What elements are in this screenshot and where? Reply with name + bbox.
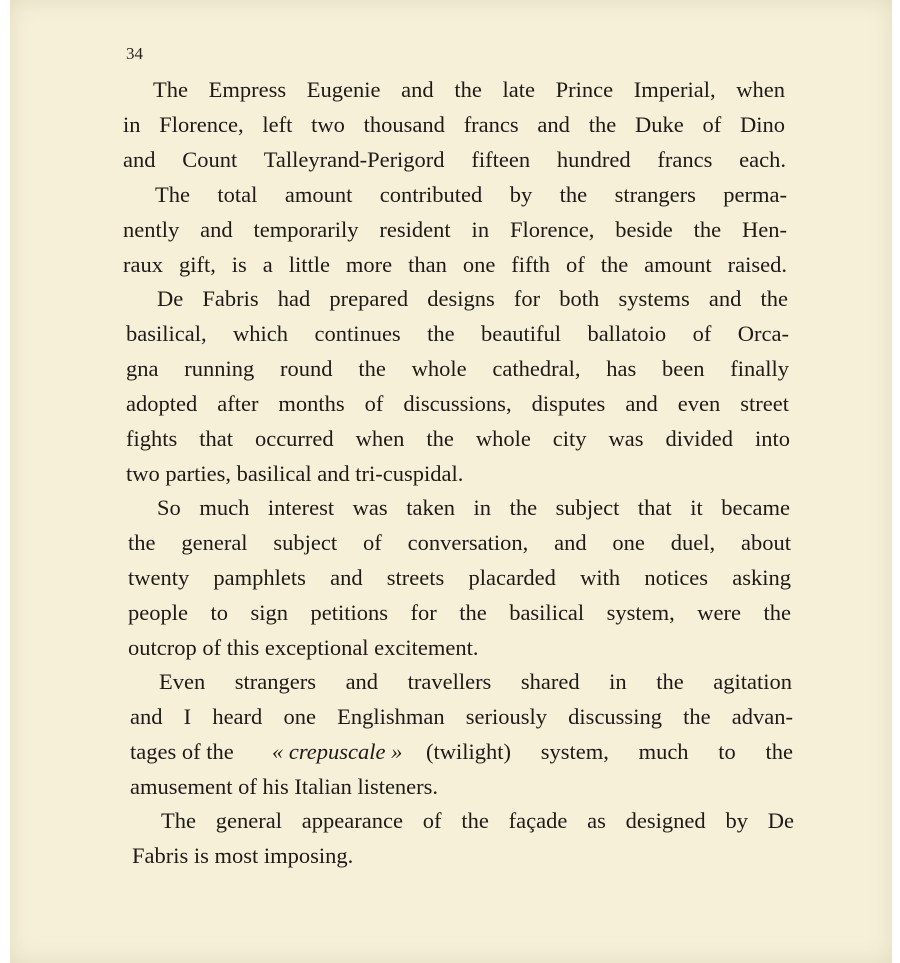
text-line: people to sign petitions for the basilical system, were the <box>128 600 791 625</box>
text-line: amusement of his Italian listeners. <box>130 774 439 799</box>
text-line: twenty pamphlets and streets placarded with notices asking <box>128 565 791 590</box>
text-line: De Fabris had prepared designs for both systems and the <box>157 286 788 311</box>
text-line: nently and temporarily resident in Florence, beside the Hen- <box>123 217 787 242</box>
text-line: raux gift, is a little more than one fifth of the amount raised. <box>123 252 787 277</box>
text-line: (twilight) system, much to the <box>426 739 793 764</box>
text-line: and I heard one Englishman seriously discussing the advan- <box>130 704 793 729</box>
page-number: 34 <box>126 44 143 63</box>
text-line: gna running round the whole cathedral, has been finally <box>126 356 789 381</box>
text-line: Fabris is most imposing. <box>132 843 354 868</box>
text-line: fights that occurred when the whole city was divided into <box>126 426 790 451</box>
text-line: basilical, which continues the beautiful ballatoio of Orca- <box>126 321 789 346</box>
text-line: outcrop of this exceptional excitement. <box>128 635 479 660</box>
text-line: adopted after months of discussions, disputes and even street <box>126 391 789 416</box>
text-line: So much interest was taken in the subject that it became <box>157 495 790 520</box>
text-line: and Count Talleyrand-Perigord fifteen hundred francs each. <box>123 147 786 172</box>
text-line: the general subject of conversation, and one duel, about <box>128 530 791 555</box>
text-line: two parties, basilical and tri-cuspidal. <box>126 461 464 486</box>
text-line: The Empress Eugenie and the late Prince Imperial, when <box>153 77 785 102</box>
text-line: The general appearance of the façade as designed by De <box>161 808 794 833</box>
book-page <box>10 0 892 963</box>
text-line: in Florence, left two thousand francs and the Duke of Dino <box>123 112 785 137</box>
text-line: tages of the <box>130 739 234 764</box>
text-line: The total amount contributed by the strangers perma- <box>155 182 787 207</box>
text-line: Even strangers and travellers shared in the agitation <box>159 669 792 694</box>
italic-term: « crepuscale » <box>272 739 403 764</box>
